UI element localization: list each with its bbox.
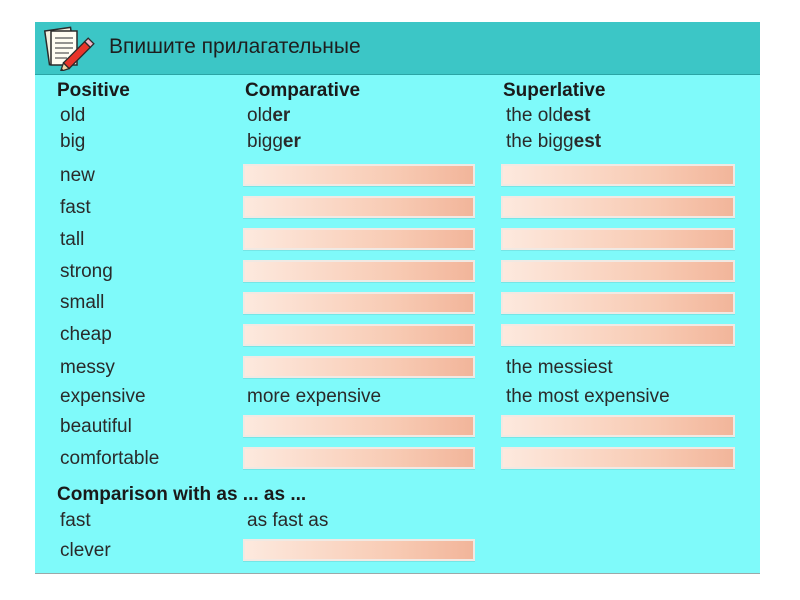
comparison-positive-clever: clever — [60, 540, 111, 561]
answer-field-comparative-tall[interactable] — [243, 228, 475, 250]
row-positive-cheap: cheap — [60, 324, 112, 345]
row-positive-small: small — [60, 292, 105, 313]
answer-field-superlative-fast[interactable] — [501, 196, 735, 218]
example-comparative-big: bigger — [247, 131, 301, 152]
example-positive-big: big — [60, 131, 86, 152]
example-positive-old: old — [60, 105, 86, 126]
example-comparative-old: older — [247, 105, 291, 126]
header-superlative: Superlative — [503, 80, 606, 101]
answer-field-superlative-comfortable[interactable] — [501, 447, 735, 469]
example-superlative-big: the biggest — [506, 131, 602, 152]
answer-field-superlative-tall[interactable] — [501, 228, 735, 250]
example-superlative-old: the oldest — [506, 105, 591, 126]
row-comparative-expensive: more expensive — [247, 386, 382, 407]
answer-field-superlative-strong[interactable] — [501, 260, 735, 282]
row-positive-tall: tall — [60, 229, 85, 250]
answer-field-superlative-small[interactable] — [501, 292, 735, 314]
comparison-comparative-fast: as fast as — [247, 510, 329, 531]
row-positive-expensive: expensive — [60, 386, 146, 407]
comparison-positive-fast: fast — [60, 510, 91, 531]
answer-field-comparison-clever[interactable] — [243, 539, 475, 561]
answer-field-comparative-messy[interactable] — [243, 356, 475, 378]
row-superlative-expensive: the most expensive — [506, 386, 670, 407]
header-positive: Positive — [57, 80, 130, 101]
answer-field-superlative-cheap[interactable] — [501, 324, 735, 346]
answer-field-comparative-fast[interactable] — [243, 196, 475, 218]
comparison-heading: Comparison with as ... as ... — [57, 484, 307, 505]
row-positive-new: new — [60, 165, 95, 186]
row-positive-beautiful: beautiful — [60, 416, 132, 437]
answer-field-comparative-beautiful[interactable] — [243, 415, 475, 437]
row-positive-messy: messy — [60, 357, 115, 378]
header-comparative: Comparative — [245, 80, 361, 101]
answer-field-comparative-strong[interactable] — [243, 260, 475, 282]
row-positive-strong: strong — [60, 261, 113, 282]
answer-field-superlative-new[interactable] — [501, 164, 735, 186]
title-bar — [35, 22, 760, 75]
answer-field-comparative-cheap[interactable] — [243, 324, 475, 346]
row-superlative-messy: the messiest — [506, 357, 613, 378]
exercise-panel — [35, 22, 760, 574]
answer-field-comparative-new[interactable] — [243, 164, 475, 186]
answer-field-superlative-beautiful[interactable] — [501, 415, 735, 437]
notepad-pencil-icon — [39, 25, 101, 71]
answer-field-comparative-small[interactable] — [243, 292, 475, 314]
page-title: Впишите прилагательные — [109, 35, 361, 58]
answer-field-comparative-comfortable[interactable] — [243, 447, 475, 469]
row-positive-comfortable: comfortable — [60, 448, 160, 469]
row-positive-fast: fast — [60, 197, 91, 218]
